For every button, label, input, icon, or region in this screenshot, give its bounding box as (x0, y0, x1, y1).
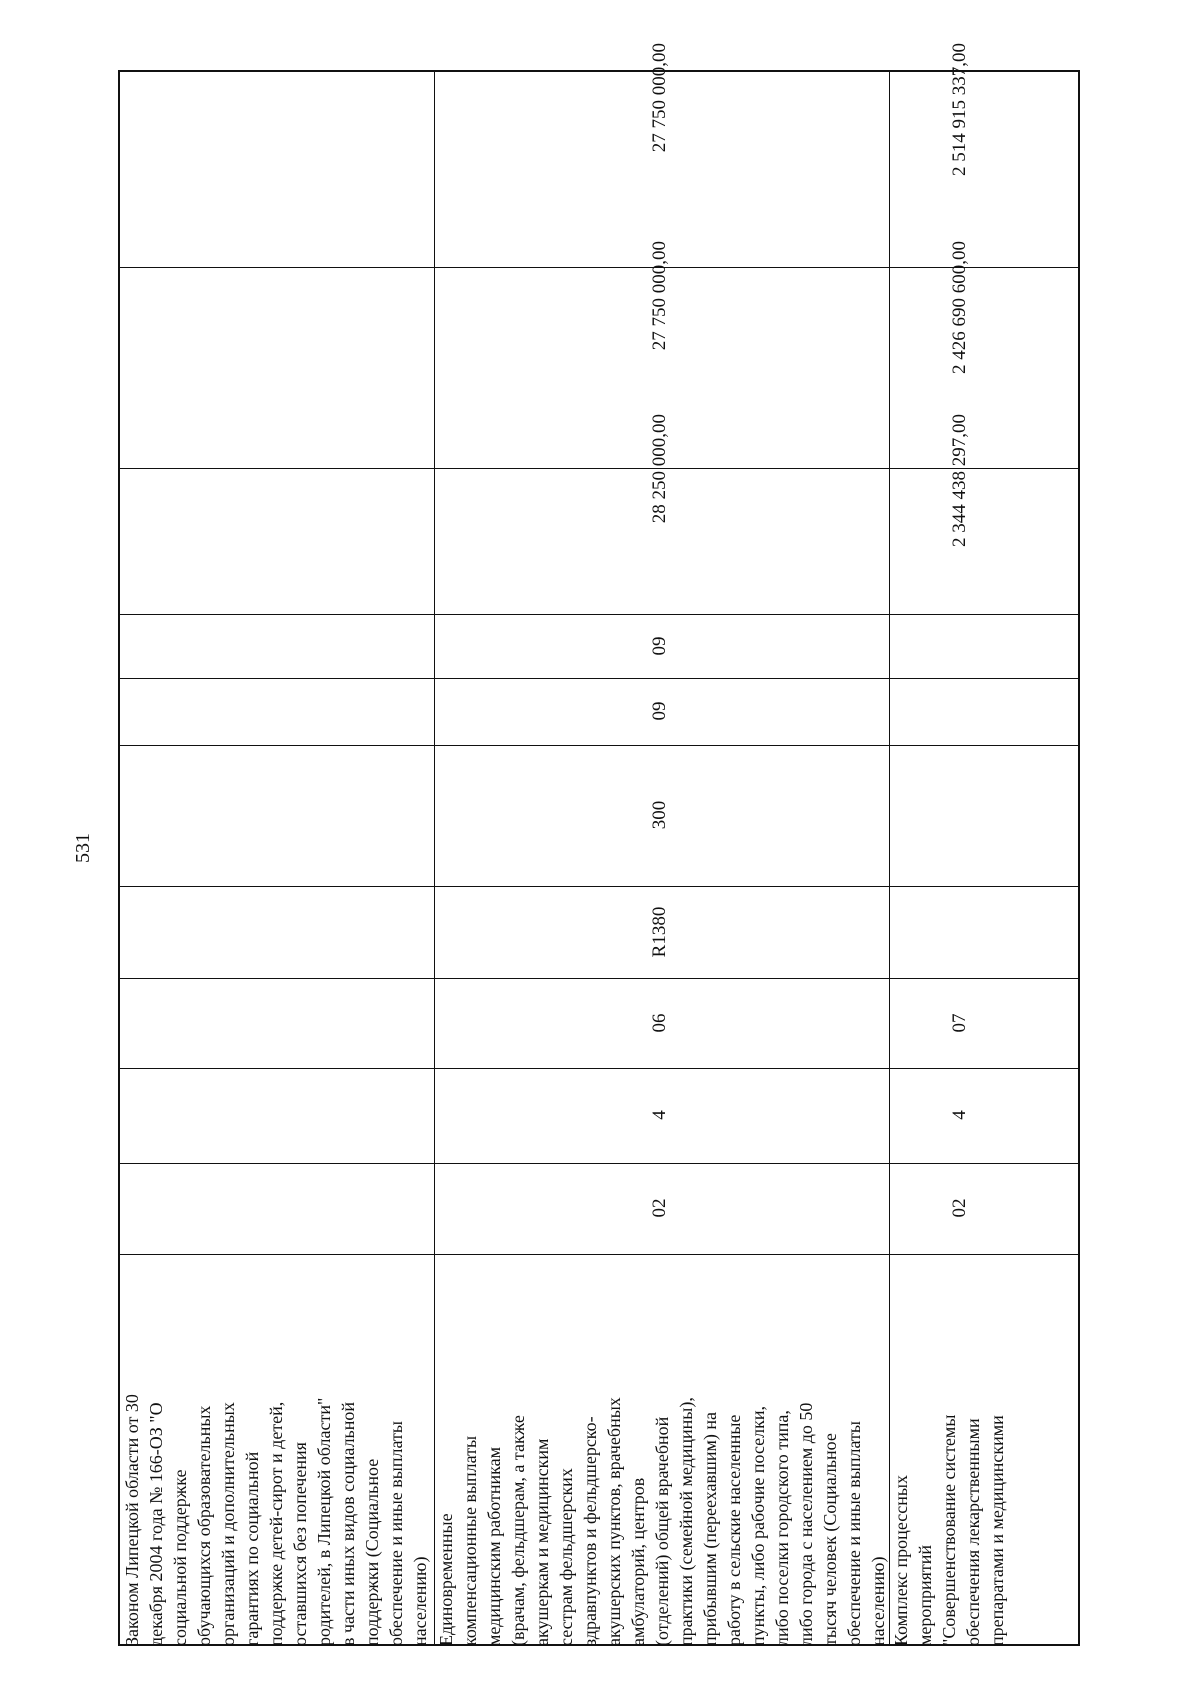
table-row-1-description (120, 1254, 434, 1648)
column-divider-amount1 (120, 468, 1078, 469)
row-2-code4: R1380 (649, 906, 670, 958)
budget-table (118, 43, 1080, 1646)
row-2-amount2: 27 750 000,00 (649, 241, 670, 351)
row-3-amount2: 2 426 690 600,00 (949, 241, 970, 374)
row-2-code2: 4 (649, 1110, 670, 1120)
row-2-code7: 09 (649, 636, 670, 656)
table-row-2-description (434, 1254, 889, 1648)
row-1-description-text: Законом Липецкой области от 30 декабря 2004 года № 166-ОЗ "О социальной поддержке обучающихся образовательных организаций и дополнительных гарантиях по социальной поддержке детей-сирот и детей, оставшихся без попечения родителей, в Липецкой области" в части иных видов социальной поддержки (Социальное обеспечение и иные выплаты населению) (122, 1394, 430, 1646)
row-2-code1: 02 (649, 1198, 670, 1218)
row-2-code6: 09 (649, 701, 670, 721)
row-2-description-text: Единовременные компенсационные выплаты медицинским работникам (врачам, фельдшерам, а также акушеркам и медицинским сестрам фельдшерских здравпунктов и фельдшерско- акушерских пунктов, врачебных амбулаторий, центров (отделений) общей врачебной практики (семейной медицины), прибывшим (переехавшим) на работу в сельские населенные пункты, либо рабочие поселки, либо поселки городского типа, либо города с населением до 50 тысяч человек (Социальное обеспечение и иные выплаты населению) (436, 1397, 888, 1646)
column-divider-code2 (120, 1068, 1078, 1069)
row-2-code5: 300 (649, 800, 670, 830)
column-divider-code5 (120, 745, 1078, 746)
row-3-description-text: Комплекс процессных мероприятий "Совершенствование системы обеспечения лекарственными препаратами и медицинскими (891, 1414, 1007, 1646)
column-divider-amount2 (120, 267, 1078, 268)
row-2-amount3: 27 750 000,00 (649, 43, 670, 153)
column-divider-code1 (120, 1163, 1078, 1164)
row-3-amount3: 2 514 915 337,00 (949, 43, 970, 176)
column-divider-code3 (120, 978, 1078, 979)
column-divider-code7 (120, 614, 1078, 615)
row-3-code3: 07 (949, 1013, 970, 1033)
row-3-amount1: 2 344 438 297,00 (949, 414, 970, 547)
row-3-code2: 4 (949, 1110, 970, 1120)
row-2-code3: 06 (649, 1013, 670, 1033)
column-divider-code6 (120, 678, 1078, 679)
row-3-code1: 02 (949, 1198, 970, 1218)
page-number: 531 (72, 833, 94, 863)
table-row-3-description (889, 1254, 1082, 1648)
column-divider-code4 (120, 886, 1078, 887)
row-2-amount1: 28 250 000,00 (649, 414, 670, 524)
